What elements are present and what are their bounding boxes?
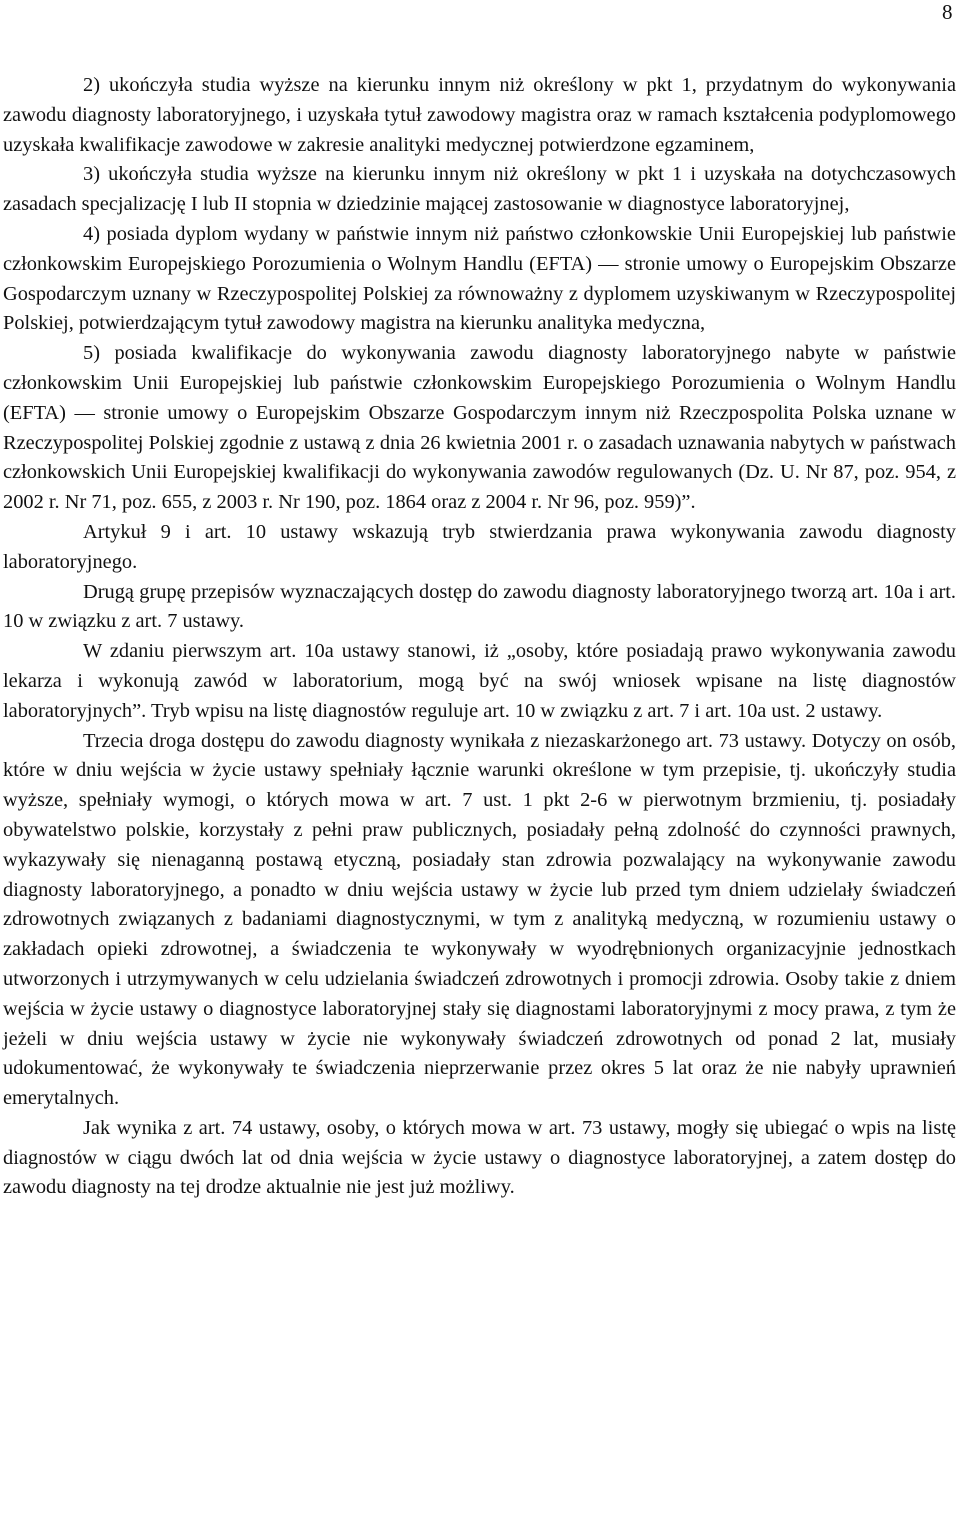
page-number: 8 bbox=[942, 0, 953, 24]
document-body bbox=[3, 71, 956, 1203]
paragraph-item-2: 2) ukończyła studia wyższe na kierunku innym niż określony w pkt 1, przydatnym do wykonywania zawodu diagnosty laboratoryjnego, i uzyskała tytuł zawodowy magistra oraz w ramach kształcenia podyplomowego uzyskała kwalifikacje zawodowe w zakresie analityki medycznej potwierdzone egzaminem, bbox=[3, 74, 956, 156]
paragraph-second-group: Drugą grupę przepisów wyznaczających dostęp do zawodu diagnosty laboratoryjnego tworzą art. 10a i art. 10 w związku z art. 7 ustawy. bbox=[3, 580, 956, 633]
paragraph-art-10a: W zdaniu pierwszym art. 10a ustawy stanowi, iż „osoby, które posiadają prawo wykonywania zawodu lekarza i wykonują zawód w laboratorium, mogą być na swój wniosek wpisane na listę diagnostów laboratoryjnych”. Tryb wpisu na listę diagnostów reguluje art. 10 w związku z art. 7 i art. 10a ust. 2 ustawy. bbox=[3, 640, 956, 722]
paragraph-item-5: 5) posiada kwalifikacje do wykonywania zawodu diagnosty laboratoryjnego nabyte w państwie członkowskim Unii Europejskiej lub państwie członkowskim Europejskiego Porozumienia o Wolnym Handlu (EFTA) — stronie umowy o Europejskim Obszarze Gospodarczym innym niż Rzeczpospolita Polska uznane w Rzeczypospolitej Polskiej zgodnie z ustawą z dnia 26 kwietnia 2001 r. o zasadach uznawania nabytych w państwach członkowskich Unii Europejskiej kwalifikacji do wykonywania zawodów regulowanych (Dz. U. Nr 87, poz. 954, z 2002 r. Nr 71, poz. 655, z 2003 r. Nr 190, poz. 1864 oraz z 2004 r. Nr 96, poz. 959)”. bbox=[3, 342, 956, 514]
paragraph-art-74: Jak wynika z art. 74 ustawy, osoby, o których mowa w art. 73 ustawy, mogły się ubiegać o wpis na listę diagnostów w ciągu dwóch lat od dnia wejścia w życie ustawy o diagnostyce laboratoryjnej, a zatem dostęp do zawodu diagnosty na tej drodze aktualnie nie jest już możliwy. bbox=[3, 1116, 956, 1199]
paragraph-art-73: Trzecia droga dostępu do zawodu diagnosty wynikała z niezaskarżonego art. 73 ustawy. Dotyczy on osób, które w dniu wejścia w życie ustawy spełniały łącznie warunki określone w tym przepisie, tj. ukończyły studia wyższe, spełniały wymogi, o których mowa w art. 7 ust. 1 pkt 2-6 w pierwotnym brzmieniu, tj. posiadały obywatelstwo polskie, korzystały z pełni praw publicznych, posiadały pełną zdolność do czynności prawnych, wykazywały się nienaganną postawą etyczną, posiadały stan zdrowia pozwalający na wykonywanie zawodu diagnosty laboratoryjnego, a ponadto w dniu wejścia ustawy w życie lub przed tym dniem udzielały świadczeń zdrowotnych związanych z badaniami diagnostycznymi, w tym z analityką medyczną, w rozumieniu ustawy o zakładach opieki zdrowotnej, a świadczenia te wykonywały w wyodrębnionych organizacyjnie jednostkach utworzonych i utrzymywanych w celu udzielania świadczeń zdrowotnych i promocji zdrowia. Osoby takie z dniem wejścia w życie ustawy o diagnostyce laboratoryjnej stały się diagnostami laboratoryjnymi z mocy prawa, z tym że jeżeli w dniu wejścia ustawy w życie nie wykonywały świadczeń zdrowotnych od ponad 2 lat, musiały udokumentować, że wykonywały te świadczenia nieprzerwanie przez okres 5 lat oraz że nie nabyły uprawnień emerytalnych. bbox=[3, 729, 956, 1110]
paragraph-item-3: 3) ukończyła studia wyższe na kierunku innym niż określony w pkt 1 i uzyskała na dotychczasowych zasadach specjalizację I lub II stopnia w dziedzinie mającej zastosowanie w diagnostyce laboratoryjnej, bbox=[3, 163, 956, 216]
paragraph-item-4: 4) posiada dyplom wydany w państwie innym niż państwo członkowskie Unii Europejskiej lub państwie członkowskim Europejskiego Porozumienia o Wolnym Handlu (EFTA) — stronie umowy o Europejskim Obszarze Gospodarczym uznany w Rzeczypospolitej Polskiej za równoważny z dyplomem uzyskiwanym w Rzeczypospolitej Polskiej, potwierdzającym tytuł zawodowy magistra na kierunku analityka medyczna, bbox=[3, 222, 956, 335]
paragraph-art-9-10: Artykuł 9 i art. 10 ustawy wskazują tryb stwierdzania prawa wykonywania zawodu diagnosty laboratoryjnego. bbox=[3, 520, 956, 573]
